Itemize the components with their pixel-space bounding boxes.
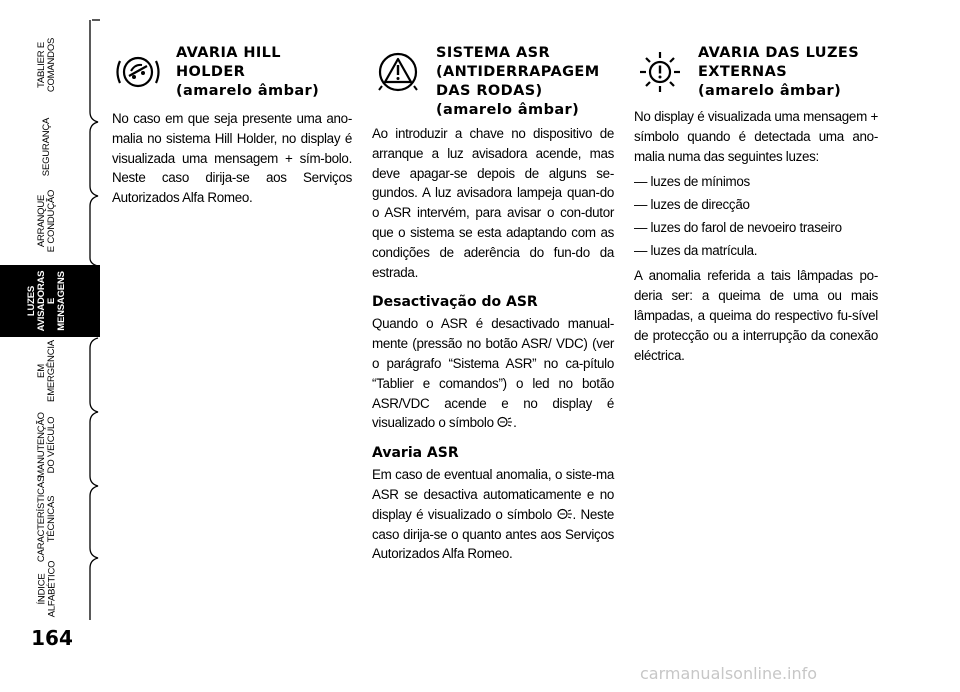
tab-seguranca[interactable]: SEGURANÇA bbox=[40, 117, 52, 177]
failure-heading: Avaria ASR bbox=[372, 445, 459, 462]
section-heading: AVARIA DAS LUZES EXTERNAS (amarelo âmbar) bbox=[698, 45, 860, 99]
external-lights-failure-icon bbox=[634, 46, 686, 98]
tab-tablier-comandos[interactable]: TABLIER E COMANDOS bbox=[35, 37, 57, 93]
tab-indice-alfabetico[interactable]: ÍNDICE ALFABÉTICO bbox=[35, 560, 57, 618]
external-lights-intro: No display é visualizada uma mensagem + símbolo quando é detectada uma ano-malia numa das seguintes luzes: bbox=[634, 109, 878, 164]
section-asr bbox=[372, 40, 614, 564]
list-item: — luzes do farol de nevoeiro traseiro bbox=[634, 220, 842, 236]
deactivation-heading: Desactivação do ASR bbox=[372, 294, 538, 311]
hill-holder-warning-icon bbox=[112, 46, 164, 98]
page-number: 164 bbox=[31, 626, 73, 650]
tab-luzes-avisadoras[interactable]: LUZES AVISADORAS E MENSAGENS bbox=[26, 270, 67, 332]
tab-caracteristicas-tecnicas[interactable]: CARACTERÍSTICAS TÉCNICAS bbox=[36, 475, 57, 563]
list-item: — luzes de mínimos bbox=[634, 174, 750, 190]
failure-text: Em caso de eventual anomalia, o siste-ma ASR se desactiva automaticamente e no display é visualizado o símbolo . Neste caso dirija-se o quanto antes aos Serviços Autorizados Alfa Romeo. bbox=[372, 467, 615, 562]
asr-failure-symbol-icon bbox=[557, 508, 573, 520]
chapter-sidebar bbox=[0, 0, 104, 692]
tab-em-emergencia[interactable]: EM EMERGÊNCIA bbox=[36, 340, 57, 402]
asr-warning-icon bbox=[372, 46, 424, 98]
list-item: — luzes da matrícula. bbox=[634, 243, 758, 259]
tab-manutencao-veiculo[interactable]: MANUTENÇÃO DO VEÍCULO bbox=[36, 412, 57, 478]
list-item: — luzes de direcção bbox=[634, 197, 750, 213]
tab-arranque-conducao[interactable]: ARRANQUE E CONDUÇÃO bbox=[36, 189, 57, 253]
section-external-lights bbox=[634, 40, 878, 365]
section-heading: SISTEMA ASR (ANTIDERRAPAGEM DAS RODAS) (amarelo âmbar) bbox=[436, 45, 600, 118]
deactivation-text: Quando o ASR é desactivado manual-mente (pressão no botão ASR/ VDC) (ver o parágrafo “Sistema ASR” no ca-pítulo “Tablier e comandos”) o led no botão ASR/VDC acende e no display é visualizado o símbolo . bbox=[372, 316, 614, 431]
asr-off-symbol-icon bbox=[497, 416, 513, 428]
hill-holder-text: No caso em que seja presente uma ano-malia no sistema Hill Holder, no display é visualizada uma mensagem + sím-bolo. Neste caso dirija-se aos Serviços Autorizados Alfa Romeo. bbox=[112, 111, 352, 206]
asr-intro-text: Ao introduzir a chave no dispositivo de arranque a luz avisadora acende, mas deve apagar-se depois de alguns se-gundos. A luz avisadora lampeja quan-do o ASR intervém, para avisar o con-dutor que o sistema se esta adaptando com as condições de aderência do fun-do da estrada. bbox=[372, 126, 614, 280]
watermark: carmanualsonline.info bbox=[640, 664, 818, 683]
external-lights-outro: A anomalia referida a tais lâmpadas po-deria ser: a queima de uma ou mais lâmpadas, a queima do respectivo fu-sível de protecção ou a interrupção da conexão eléctrica. bbox=[634, 268, 878, 363]
lights-list bbox=[634, 170, 878, 262]
section-heading: AVARIA HILL HOLDER (amarelo âmbar) bbox=[176, 45, 320, 99]
section-hill-holder bbox=[112, 40, 352, 208]
